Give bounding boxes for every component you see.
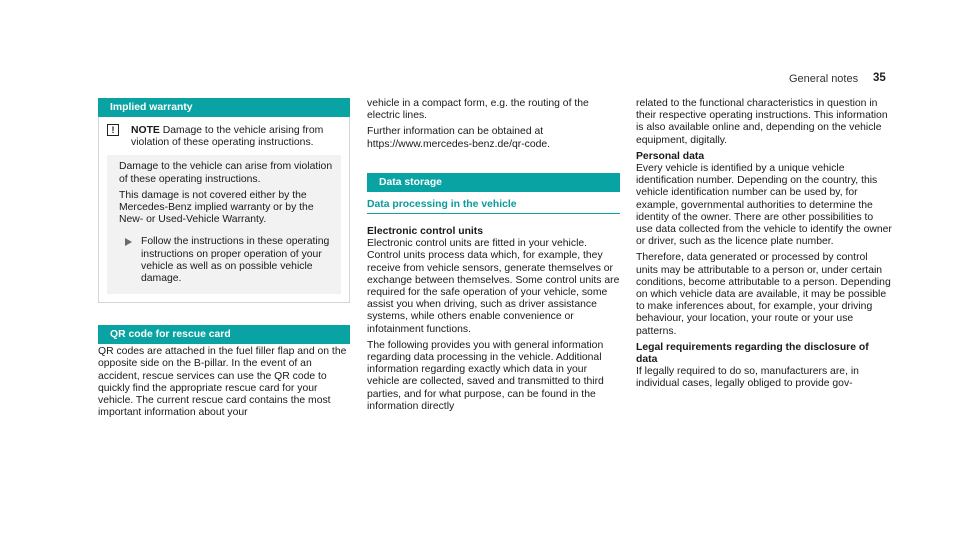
therefore-text: Therefore, data generated or processed by control units may be attributable to a person or, under certain conditions, become attributable to a person. Depending on which vehicle data are available, it may be possible to make inferences about, for example, your driving behaviour, your location, your route or your use patterns. <box>636 252 891 337</box>
note-body-1: Damage to the vehicle can arise from violation of these operating instructions. <box>119 161 333 185</box>
column-right <box>636 98 892 391</box>
warning-exclamation-icon: ! <box>107 124 119 136</box>
ecu-text: Electronic control units are fitted in your vehicle. Control units process data which, for example, they receive from vehicle sensors, generate themselves or exchange between themselves. Some control units are required for the safe operation of your vehicle, some assist you when driving, such as driver assistance systems, while others enable convenience or infotainment functions. <box>367 238 620 335</box>
page-number: 35 <box>873 72 886 84</box>
note-step <box>119 236 333 285</box>
processing-continued-text: related to the functional characteristics in question in their respective operating instructions. This information is also available online and, depending on the vehicle equipment, digitally. <box>636 98 888 146</box>
note-step-text: Follow the instructions in these operating instructions on proper operation of your vehicle as well as on possible vehicle damage. <box>141 236 330 285</box>
column-middle <box>367 98 620 413</box>
note-box <box>98 117 350 303</box>
data-processing-heading: Data processing in the vehicle <box>367 199 620 214</box>
further-info-text: Further information can be obtained at https://www.mercedes-benz.de/qr-code. <box>367 126 551 150</box>
note-text: Damage to the vehicle arising from violation of these operating instructions. <box>131 125 324 149</box>
personal-data-text: Every vehicle is identified by a unique vehicle identification number. Depending on the country, this vehicle identification number can be used by, for example, governmental authorities to determine the identity of the owner. There are other possibilities to use data collected from the vehicle to identify the owner or driver, such as the licence plate number. <box>636 163 892 248</box>
legal-requirements-heading: Legal requirements regarding the disclosure of data <box>636 341 869 366</box>
warranty-heading: Implied warranty <box>98 98 350 117</box>
data-storage-heading: Data storage <box>367 173 620 192</box>
personal-data-heading: Personal data <box>636 150 705 162</box>
following-text: The following provides you with general information regarding data processing in the vehicle. Additional information regarding exactly which data in your vehicle are collected, saved and transmitted to third parties, and for what purpose, can be found in the information directly <box>367 339 604 412</box>
qr-text: QR codes are attached in the fuel filler flap and on the opposite side on the B-pillar. In the event of an accident, rescue services can use the QR code to quickly find the appropriate rescue card for your vehicle. The current rescue card contains the most important information about your <box>98 346 347 419</box>
step-arrow-icon <box>125 238 132 246</box>
note-warning <box>99 117 349 155</box>
note-body-2: This damage is not covered either by the Mercedes-Benz implied warranty or by the New- or Used-Vehicle Warranty. <box>119 189 314 226</box>
note-details <box>107 155 341 294</box>
ecu-heading: Electronic control units <box>367 226 484 238</box>
column-left <box>98 98 350 419</box>
qr-continued-text: vehicle in a compact form, e.g. the routing of the electric lines. <box>367 98 589 122</box>
legal-requirements-text: If legally required to do so, manufacturers are, in individual cases, legally obliged to provide gov- <box>636 366 859 390</box>
note-label: NOTE <box>131 125 160 136</box>
running-header: General notes <box>789 73 859 85</box>
qr-heading: QR code for rescue card <box>98 325 350 344</box>
